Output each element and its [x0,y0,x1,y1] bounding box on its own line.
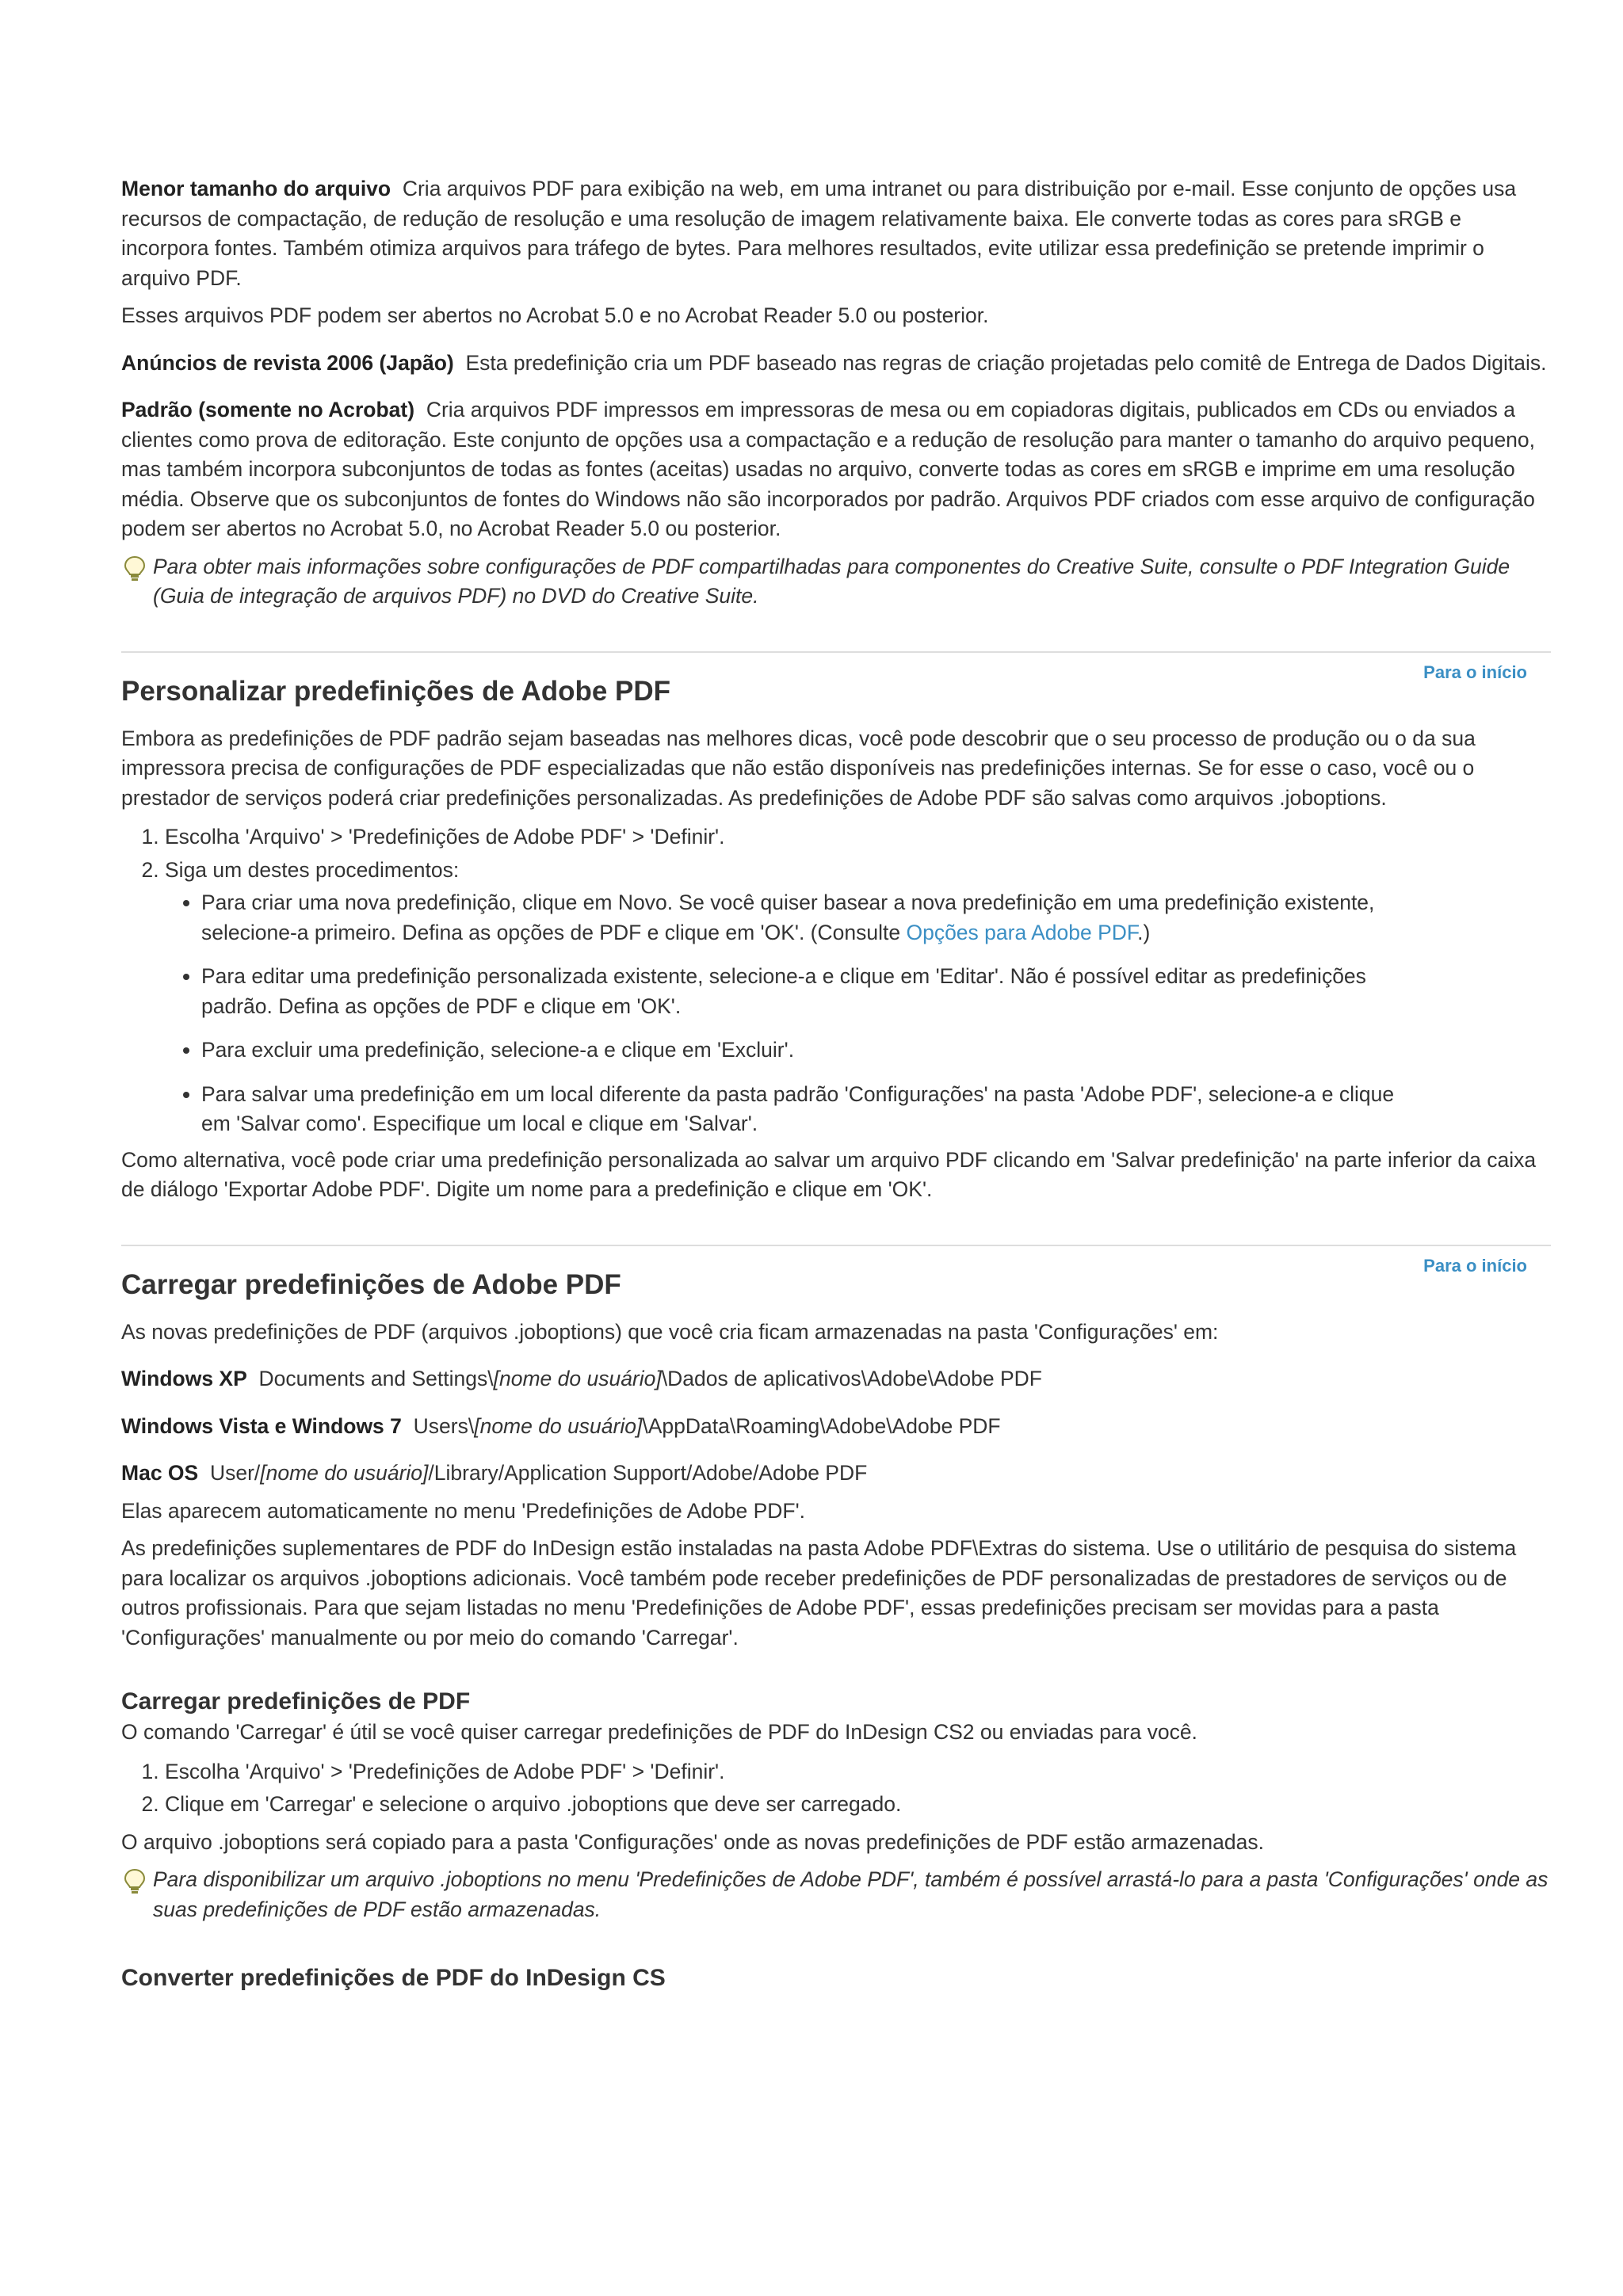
section-divider [121,651,1551,682]
list-item: • Para excluir uma predefinição, selecione-a e clique em 'Excluir'. [201,1035,1551,1066]
step-item: 1. Escolha 'Arquivo' > 'Predefinições de Adobe PDF' > 'Definir'. [165,822,1551,852]
paragraph-load-command: O comando 'Carregar' é útil se você quiser carregar predefinições de PDF do InDesign CS2 ou enviadas para você. [121,1720,1197,1744]
list-item: • Para salvar uma predefinição em um local diferente da pasta padrão 'Configurações' na pasta 'Adobe PDF', selecione-a e clique em 'Salvar como'. Especifique um local e clique em 'Salvar'. [201,1080,1551,1139]
paragraph-appear-menu: Elas aparecem automaticamente no menu 'Predefinições de Adobe PDF'. [121,1498,806,1523]
back-to-top-link[interactable]: Para o início [1423,662,1527,682]
steps-load [121,1757,1551,1820]
tip-drag-joboptions: Para disponibilizar um arquivo .joboptions no menu 'Predefinições de Adobe PDF', também é possível arrastá-lo para a pasta 'Configurações' onde as suas predefinições de PDF estão armazenadas. [121,1865,1551,1924]
path-mac-os: Mac OS User/[nome do usuário]/Library/Application Support/Adobe/Adobe PDF [121,1461,868,1485]
paragraph-customize-intro: Embora as predefinições de PDF padrão sejam baseadas nas melhores dicas, você pode descobrir que o seu processo de produção ou o da sua impressora precisa de configurações de PDF especializadas que não estão disponíveis nas predefinições internas. Se for esse o caso, você ou o prestador de serviços poderá criar predefinições personalizadas. As predefinições de Adobe PDF são salvas como arquivos .joboptions. [121,726,1476,810]
path-windows-vista: Windows Vista e Windows 7 Users\[nome do usuário]\AppData\Roaming\Adobe\Adobe PDF [121,1413,1001,1438]
document-page [121,174,1551,1994]
term-standard: Padrão (somente no Acrobat) [121,398,415,421]
path-windows-xp: Windows XP Documents and Settings\[nome do usuário]\Dados de aplicativos\Adobe\Adobe PDF [121,1367,1042,1390]
paragraph-joboptions-copied: O arquivo .joboptions será copiado para a pasta 'Configurações' onde as novas predefinições de PDF estão armazenadas. [121,1829,1264,1854]
paragraph-magazine-ads: Anúncios de revista 2006 (Japão) Esta predefinição cria um PDF baseado nas regras de criação projetadas pelo comitê de Entrega de Dados Digitais. [121,350,1547,375]
back-to-top-link[interactable]: Para o início [1423,1255,1527,1276]
heading-load-pdf-presets: Carregar predefinições de PDF [121,1688,471,1714]
paragraph-load-intro: As novas predefinições de PDF (arquivos .joboptions) que você cria ficam armazenadas na pasta 'Configurações' em: [121,1319,1219,1344]
lightbulb-icon [123,555,147,582]
pdf-options-link[interactable]: Opções para Adobe PDF [906,920,1138,944]
heading-load-presets: Carregar predefinições de Adobe PDF [121,1268,621,1300]
procedure-list [165,888,1551,1139]
list-item: • Para editar uma predefinição personalizada existente, selecione-a e clique em 'Editar'. Não é possível editar as predefinições padrão. Defina as opções de PDF e clique em 'OK'. [201,962,1551,1021]
lightbulb-icon [123,1868,147,1895]
term-smallest-file-size: Menor tamanho do arquivo [121,177,391,200]
step-item: 1. Escolha 'Arquivo' > 'Predefinições de Adobe PDF' > 'Definir'. [165,1757,1551,1787]
term-magazine-ads: Anúncios de revista 2006 (Japão) [121,350,454,375]
paragraph-acrobat-compat: Esses arquivos PDF podem ser abertos no Acrobat 5.0 e no Acrobat Reader 5.0 ou posterior. [121,303,989,327]
paragraph-standard: Padrão (somente no Acrobat) Cria arquivos PDF impressos em impressoras de mesa ou em copiadoras digitais, publicados em CDs ou enviados a clientes como prova de editoração. Este conjunto de opções usa a compactação e a redução de resolução para manter o tamanho do arquivo pequeno, mas também incorpora subconjuntos de todas as fontes (aceitas) usadas no arquivo, converte todas as cores em sRGB e imprime em uma resolução média. Observe que os subconjuntos de fontes do Windows não são incorporados por padrão. Arquivos PDF criados com esse arquivo de configuração podem ser abertos no Acrobat 5.0, no Acrobat Reader 5.0 ou posterior. [121,398,1536,540]
steps-customize [121,822,1551,1139]
heading-convert-indesign-cs: Converter predefinições de PDF do InDesign CS [121,1965,666,1991]
tip-creative-suite: Para obter mais informações sobre configurações de PDF compartilhadas para componentes do Creative Suite, consulte o PDF Integration Guide (Guia de integração de arquivos PDF) no DVD do Creative Suite. [121,552,1551,612]
paragraph-customize-outro: Como alternativa, você pode criar uma predefinição personalizada ao salvar um arquivo PDF clicando em 'Salvar predefinição' na parte inferior da caixa de diálogo 'Exportar Adobe PDF'. Digite um nome para a predefinição e clique em 'OK'. [121,1147,1537,1201]
paragraph-extras: As predefinições suplementares de PDF do InDesign estão instaladas na pasta Adobe PDF\Extras do sistema. Use o utilitário de pesquisa do sistema para localizar os arquivos .joboptions adicionais. Você também pode receber predefinições de PDF personalizadas de prestadores de serviços ou de outros profissionais. Para que sejam listadas no menu 'Predefinições de Adobe PDF', essas predefinições precisam ser movidas para a pasta 'Configurações' manualmente ou por meio do comando 'Carregar'. [121,1536,1517,1650]
section-divider [121,1245,1551,1276]
step-item: 2. Siga um destes procedimentos: • Para criar uma nova predefinição, clique em Novo. Se você quiser basear a nova predefinição em uma predefinição existente, selecione-a primeiro. Defina as opções de PDF e clique em 'OK'. (Consulte Opções para Adobe PDF.) • Para editar uma predefinição personalizada existente, selecione-a e clique em 'Editar'. Não é possível editar as predefinições padrão. Defina as opções de PDF e clique em 'OK'. • Para excluir uma predefinição, selecione-a e clique em 'Excluir'. • Para salvar uma predefinição em um local diferente da pasta padrão 'Configurações' na pasta 'Adobe PDF', selecione-a e clique em 'Salvar como'. Especifique um local e clique em 'Salvar'. [165,856,1551,1139]
step-item: 2. Clique em 'Carregar' e selecione o arquivo .joboptions que deve ser carregado. [165,1790,1551,1820]
list-item: • Para criar uma nova predefinição, clique em Novo. Se você quiser basear a nova predefinição em uma predefinição existente, selecione-a primeiro. Defina as opções de PDF e clique em 'OK'. (Consulte Opções para Adobe PDF.) [201,888,1551,948]
heading-customize-presets: Personalizar predefinições de Adobe PDF [121,675,671,707]
paragraph-smallest-file-size: Menor tamanho do arquivo Cria arquivos PDF para exibição na web, em uma intranet ou para distribuição por e-mail. Esse conjunto de opções usa recursos de compactação, de redução de resolução e uma resolução de imagem relativamente baixa. Ele converte todas as cores para sRGB e incorpora fontes. Também otimiza arquivos para tráfego de bytes. Para melhores resultados, evite utilizar essa predefinição se pretende imprimir o arquivo PDF. [121,177,1517,290]
